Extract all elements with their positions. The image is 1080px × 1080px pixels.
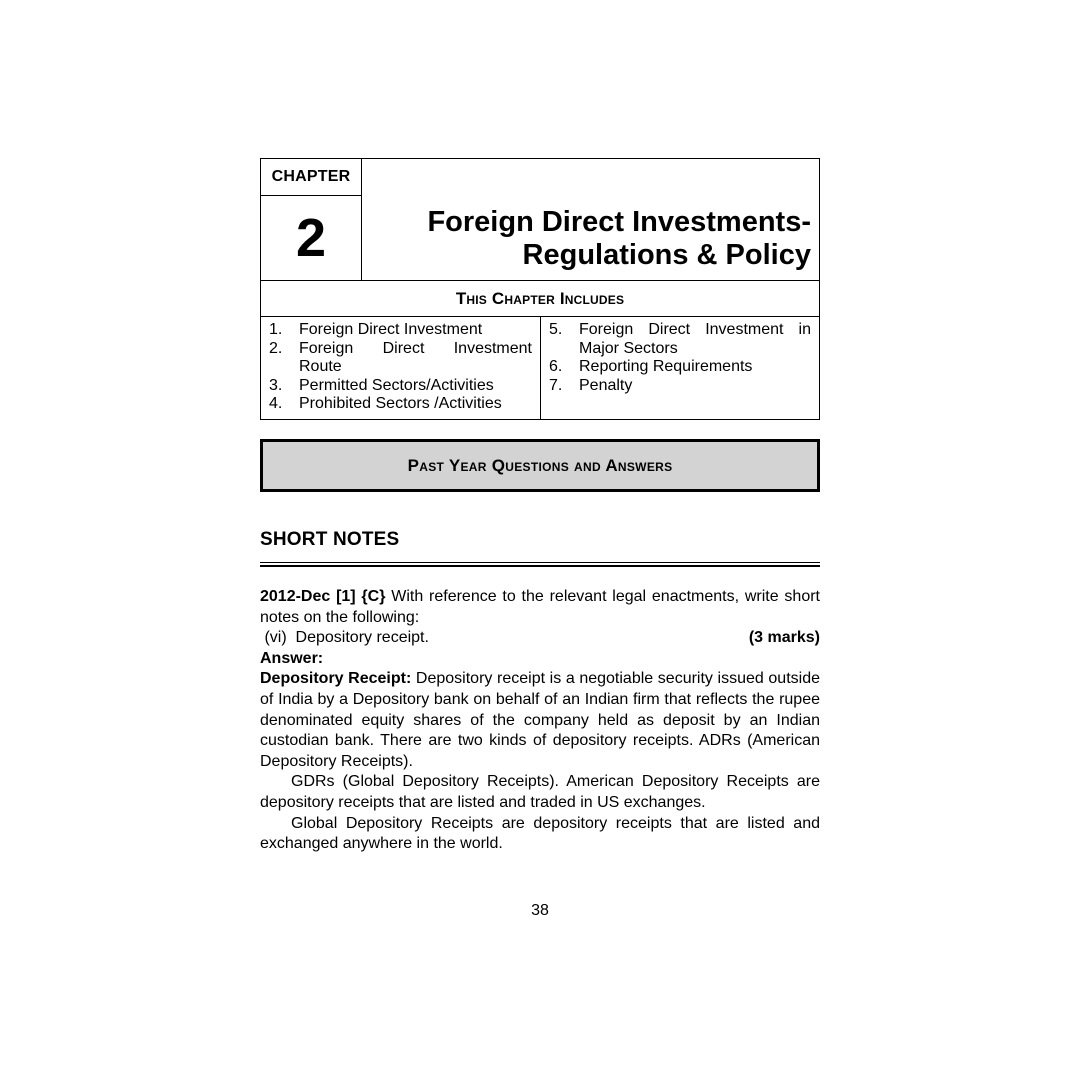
list-item-text: Permitted Sectors/Activities xyxy=(299,376,494,394)
answer-paragraph-2: GDRs (Global Depository Receipts). American Depository Receipts are depository receipts that are listed and traded in US exchanges. xyxy=(260,773,820,811)
answer-label-line xyxy=(260,649,820,670)
includes-left-column xyxy=(261,317,541,419)
question-marks: (3 marks) xyxy=(748,629,820,647)
chapter-header-box xyxy=(260,158,820,420)
answer-paragraph-1 xyxy=(260,669,820,772)
chapter-number-cell xyxy=(261,159,362,280)
list-item-number: 1. xyxy=(269,321,283,338)
question-ref: 2012-Dec [1] {C} xyxy=(260,588,386,605)
list-item-text-line2: Route xyxy=(299,358,342,376)
list-item-text xyxy=(579,321,811,358)
answer-paragraph-3: Global Depository Receipts are depository receipts that are listed and exchanged anywhere in the world. xyxy=(260,814,820,853)
list-item-text: Foreign Direct Investment xyxy=(299,321,483,338)
chapter-label: CHAPTER xyxy=(261,159,361,196)
list-item xyxy=(549,358,811,377)
list-item-text: Prohibited Sectors /Activities xyxy=(299,395,502,413)
list-item-number: 2. xyxy=(269,339,283,357)
list-item-number: 3. xyxy=(269,376,283,394)
chapter-title-line1: Foreign Direct Investments- xyxy=(427,206,811,238)
list-item xyxy=(269,395,532,414)
includes-right-column xyxy=(541,317,819,419)
double-rule-divider xyxy=(260,562,820,567)
list-item-text: Penalty xyxy=(579,376,633,394)
list-item xyxy=(269,340,532,377)
question-text: With reference to the relevant legal enactments, write short notes on the following: xyxy=(260,588,821,626)
chapter-includes-list xyxy=(261,317,819,419)
question-item-line xyxy=(260,628,820,649)
past-year-questions-banner: Past Year Questions and Answers xyxy=(260,439,820,492)
chapter-top-row xyxy=(261,159,819,281)
list-item xyxy=(549,377,811,396)
question-item: (vi) Depository receipt. xyxy=(260,629,429,647)
chapter-number: 2 xyxy=(295,208,327,268)
list-item xyxy=(269,321,532,340)
question-paragraph xyxy=(260,587,820,628)
list-item-number: 6. xyxy=(549,358,563,376)
list-item-number: 7. xyxy=(549,376,563,394)
page-content xyxy=(260,158,820,855)
answer-term: Depository Receipt: xyxy=(260,670,412,688)
list-item-number: 5. xyxy=(549,321,563,338)
list-item xyxy=(269,377,532,396)
section-heading: SHORT NOTES xyxy=(260,529,400,550)
list-item-text-line2: Major Sectors xyxy=(579,339,678,357)
list-item-text: Reporting Requirements xyxy=(579,358,753,376)
question-answer-body xyxy=(260,587,820,855)
list-item-text-line1: Foreign Direct Investment in xyxy=(579,321,811,338)
chapter-title-line2: Regulations & Policy xyxy=(522,239,811,271)
chapter-title xyxy=(362,159,819,280)
page-number: 38 xyxy=(531,902,549,919)
list-item-number: 4. xyxy=(269,395,283,413)
list-item-text xyxy=(299,340,532,377)
answer-label: Answer: xyxy=(260,649,324,667)
list-item xyxy=(549,321,811,358)
chapter-includes-heading: This Chapter Includes xyxy=(261,281,819,317)
list-item-text-line1: Foreign Direct Investment xyxy=(299,339,532,357)
answer-text-1: Depository receipt is a negotiable security issued outside of India by a Depository bank on behalf of an Indian firm that reflects the rupee denominated equity shares of the company held as deposit by an Indian custodian bank. There are two kinds of depository receipts. ADRs (American Depository Receipts). xyxy=(260,670,821,770)
